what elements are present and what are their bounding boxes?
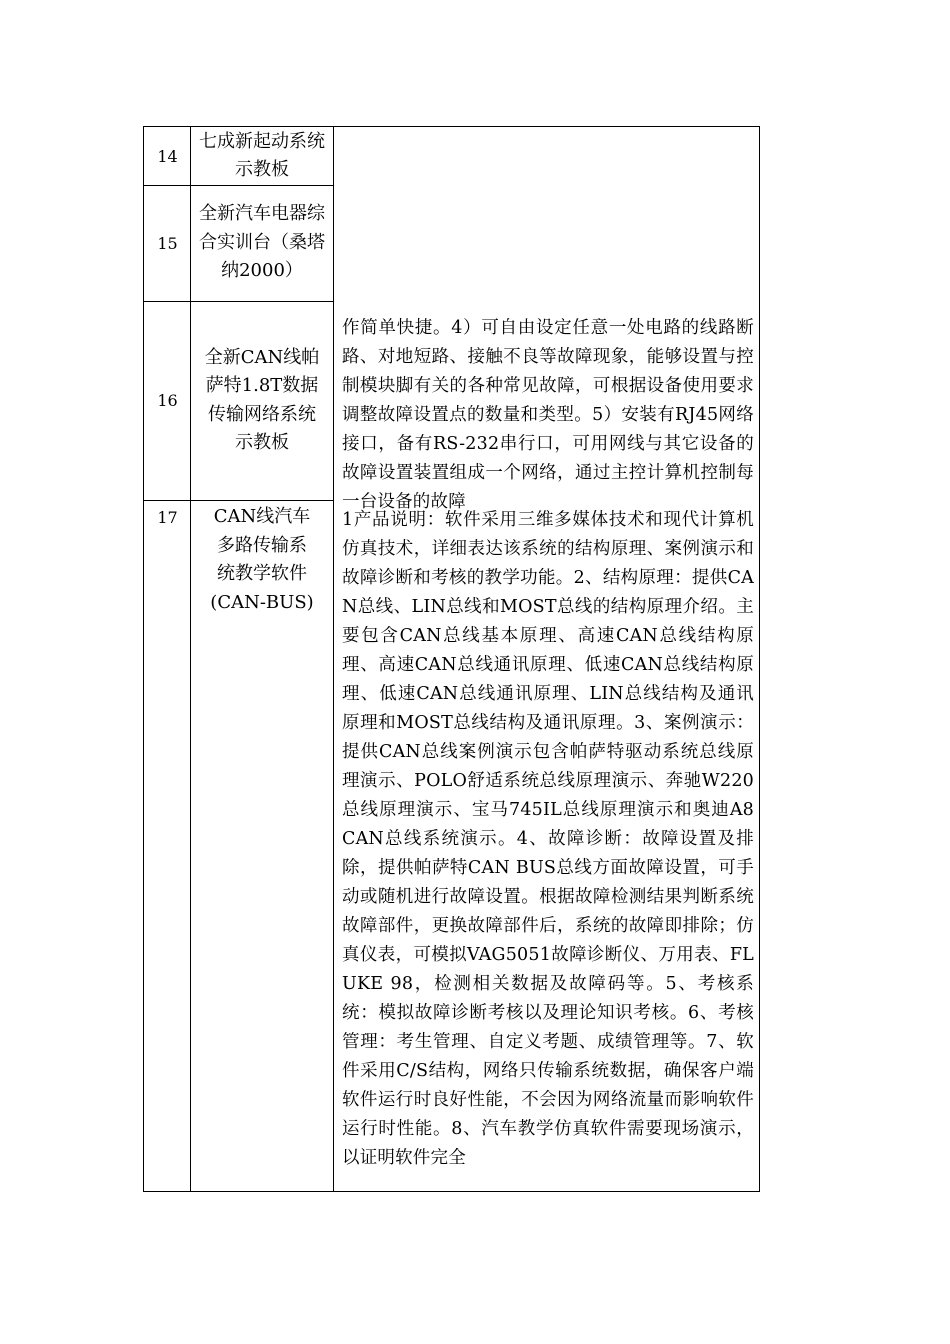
column-divider [333,127,334,1191]
row-number: 16 [157,391,178,410]
equipment-name: 全新CAN线帕萨特1.8T数据传输网络系统示教板 [204,346,320,453]
equipment-name: 全新汽车电器综合实训台（桑塔纳2000） [199,203,325,282]
description-lower: 1产品说明：软件采用三维多媒体技术和现代计算机仿真技术，详细表达该系统的结构原理、案例演示和故障诊断和考核的教学功能。2、结构原理：提供CAN总线、LIN总线和MOST总线的结构原理介绍。主要包含CAN总线基本原理、高速CAN总线结构原理、高速CAN总线通讯原理、低速CAN总线结构原理、低速CAN总线通讯原理、LIN总线结构及通讯原理和MOST总线结构及通讯原理。3、案例演示：提供CAN总线案例演示包含帕萨特驱动系统总线原理演示、POLO舒适系统总线原理演示、奔驰W220总线原理演示、宝马745IL总线原理演示和奥迪A8 CAN总线系统演示。4、故障诊断：故障设置及排除，提供帕萨特CAN BUS总线方面故障设置，可手动或随机进行故障设置。根据故障检测结果判断系统故障部件，更换故障部件后，系统的故障即排除；仿真仪表，可模拟VAG5051故障诊断仪、万用表、FLUKE 98，检测相关数据及故障码等。5、考核系统：模拟故障诊断考核以及理论知识考核。6、考核管理：考生管理、自定义考题、成绩管理等。7、软件采用C/S结构，网络只传输系统数据，确保客户端软件运行时良好性能，不会因为网络流量而影响软件运行时性能。8、汽车教学仿真软件需要现场演示，以证明软件完全 [342,510,754,1168]
row-number: 17 [157,507,178,527]
description-upper: 作简单快捷。4）可自由设定任意一处电路的线路断路、对地短路、接触不良等故障现象，能够设置与控制模块脚有关的各种常见故障，可根据设备使用要求调整故障设置点的数量和类型。5）安装有RJ45网络接口，备有RS-232串行口，可用网线与其它设备的故障设置装置组成一个网络，通过主控计算机控制每一台设备的故障 [342,318,754,512]
equipment-name: 七成新起动系统示教板 [199,130,325,180]
row-number: 15 [157,233,178,253]
row-number: 14 [157,146,178,166]
equipment-table [143,126,760,1192]
equipment-name: CAN线汽车多路传输系统教学软件(CAN-BUS) [210,506,314,613]
